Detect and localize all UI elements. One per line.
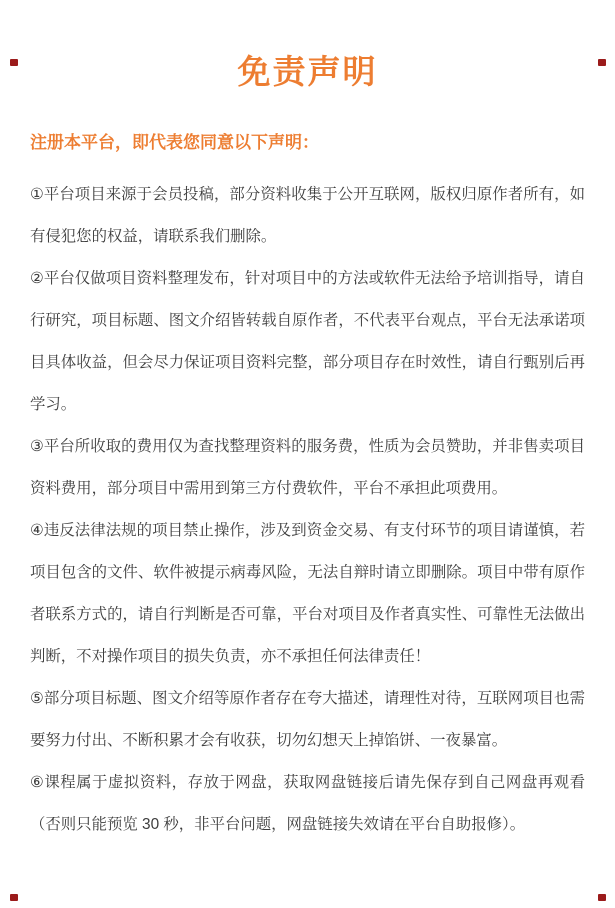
disclaimer-page — [0, 52, 615, 846]
corner-mark-bottom-left — [10, 894, 18, 901]
intro-statement: 注册本平台，即代表您同意以下声明： — [30, 133, 319, 152]
corner-mark-bottom-right — [598, 894, 606, 901]
disclaimer-paragraph-2: ②平台仅做项目资料整理发布，针对项目中的方法或软件无法给予培训指导，请自行研究，项目标题、图文介绍皆转载自原作者，不代表平台观点，平台无法承诺项目具体收益，但会尽力保证项目资料完整，部分项目存在时效性，请自行甄别后再学习。 — [30, 270, 585, 413]
page-title: 免责声明 — [237, 53, 378, 90]
disclaimer-content — [30, 174, 585, 846]
disclaimer-paragraph-3: ③平台所收取的费用仅为查找整理资料的服务费，性质为会员赞助，并非售卖项目资料费用，部分项目中需用到第三方付费软件，平台不承担此项费用。 — [30, 438, 585, 497]
disclaimer-paragraph-5: ⑤部分项目标题、图文介绍等原作者存在夸大描述，请理性对待，互联网项目也需要努力付出、不断积累才会有收获，切勿幻想天上掉馅饼、一夜暴富。 — [30, 690, 585, 749]
disclaimer-paragraph-1: ①平台项目来源于会员投稿，部分资料收集于公开互联网，版权归原作者所有，如有侵犯您的权益，请联系我们删除。 — [30, 186, 585, 245]
disclaimer-paragraph-4: ④违反法律法规的项目禁止操作，涉及到资金交易、有支付环节的项目请谨慎，若项目包含的文件、软件被提示病毒风险，无法自辩时请立即删除。项目中带有原作者联系方式的，请自行判断是否可靠，平台对项目及作者真实性、可靠性无法做出判断，不对操作项目的损失负责，亦不承担任何法律责任！ — [30, 522, 585, 665]
corner-mark-top-right — [598, 59, 606, 66]
disclaimer-paragraph-6: ⑥课程属于虚拟资料，存放于网盘，获取网盘链接后请先保存到自己网盘再观看（否则只能预览 30 秒，非平台问题，网盘链接失效请在平台自助报修）。 — [30, 774, 585, 833]
corner-mark-top-left — [10, 59, 18, 66]
